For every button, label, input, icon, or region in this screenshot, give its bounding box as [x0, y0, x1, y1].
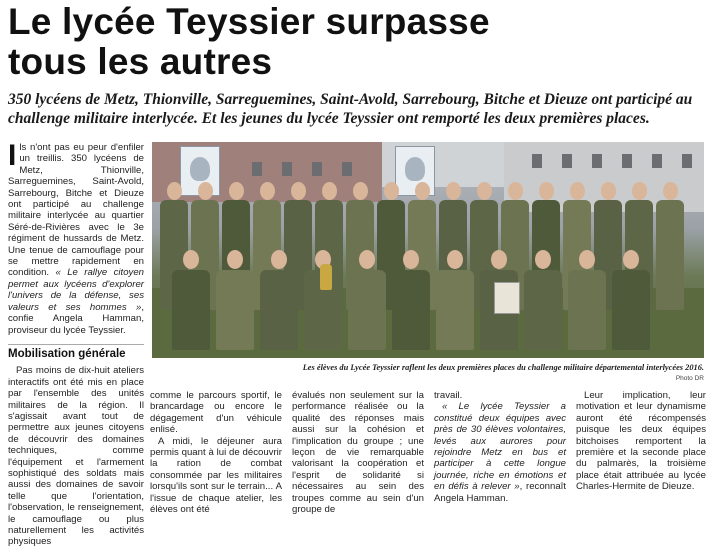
intro-quote: « Le rallye citoyen permet aux lycéens d'explorer l'univers de la défense, ses valeurs et ses hommes » [8, 267, 144, 313]
photo-student-head [384, 182, 399, 200]
column-left [8, 139, 144, 548]
photo-student-head [601, 182, 616, 200]
paragraph-intro [8, 139, 144, 336]
col4-end: , reconnaît Angela Hamman. [434, 481, 567, 504]
photo-student-head [353, 182, 368, 200]
photo-student-head [508, 182, 523, 200]
photo-student-head [579, 250, 595, 269]
photo-window [562, 154, 572, 168]
column-2 [150, 390, 282, 515]
photo-student-head [183, 250, 199, 269]
column-3 [292, 390, 424, 515]
photo-student [568, 270, 606, 350]
intro-text: ls n'ont pas eu peur d'enfiler un treillis. 350 lycéens de Metz, Thionville, Sarreguemines, Saint-Avold, Sarrebourg, Bitche et Dieuze ont participé au challenge militaire interlycée au quartier Séré-de-Rivières avec le 3e régiment de hussards de Metz. Une tenue de camouflage pour se mettre rapidement en condition. [8, 142, 144, 279]
col3-text: évalués non seulement sur la performance réalisée ou la qualité des réponses mais aussi sur la cohésion et l'implication du groupe ; une leçon de vie remarquable valorisant la coopération et l'esprit de solidarité si nécessaires au sein des troupes comme au sein d'un groupe de [292, 390, 424, 516]
photo-window [312, 162, 322, 176]
subhead: Mobilisation générale [8, 344, 144, 360]
photo-window [342, 162, 352, 176]
photo-window [252, 162, 262, 176]
column-5 [576, 390, 706, 493]
photo-student [260, 270, 298, 350]
photo-window [532, 154, 542, 168]
photo-student-head [663, 182, 678, 200]
article-photo [152, 142, 704, 358]
photo-credit: Photo DR [675, 375, 704, 382]
photo-student [172, 270, 210, 350]
photo-caption: Les élèves du Lycée Teyssier raflent les deux premières places du challenge militaire départemental interlycées 2016. [302, 363, 704, 372]
photo-student-head [535, 250, 551, 269]
certificate-icon [494, 282, 520, 314]
intro-end: , confie Angela Hamman, proviseur du lycée Teyssier. [8, 301, 144, 336]
lede: 350 lycéens de Metz, Thionville, Sarreguemines, Saint-Avold, Sarrebourg, Bitche et Dieuze ont participé au challenge militaire interlycée. Et les jeunes du lycée Teyssier ont remporté les deux premières places. [8, 91, 693, 127]
photo-student [216, 270, 254, 350]
headline-line-1: Le lycée Teyssier surpasse [8, 1, 490, 42]
photo-student-head [403, 250, 419, 269]
photo-window [682, 154, 692, 168]
photo-student-head [446, 182, 461, 200]
photo-student [392, 270, 430, 350]
headline [8, 2, 708, 82]
photo-student-head [623, 250, 639, 269]
photo-student-head [570, 182, 585, 200]
trophy-icon [320, 264, 332, 290]
photo-student-head [632, 182, 647, 200]
photo-student [436, 270, 474, 350]
photo-student-head [415, 182, 430, 200]
col4-quote-wrap [434, 401, 566, 504]
photo-window [592, 154, 602, 168]
col4-quote: « Le lycée Teyssier a constitué deux équipes avec près de 30 élèves volontaires, levés aux aurores pour rejoindre Metz en bus et participer à cette longue journée, riche en émotions et en défis à relever » [434, 401, 566, 493]
col4-text-a: travail. [434, 390, 463, 401]
dropcap: I [8, 139, 17, 172]
photo-student-head [227, 250, 243, 269]
photo-student-head [491, 250, 507, 269]
photo-student-head [260, 182, 275, 200]
photo-student-head [229, 182, 244, 200]
photo-student-head [359, 250, 375, 269]
photo-student-head [322, 182, 337, 200]
column-4 [434, 390, 566, 504]
paragraph-mobilisation [8, 365, 144, 548]
col5-text: Leur implication, leur motivation et leur dynamisme auront été récompensés puisque les deux équipes bitchoises remportent la première et la seconde place du palmarès, la troisième place était attribuée au lycée Charles-Hermite de Dieuze. [576, 390, 706, 493]
photo-student-head [271, 250, 287, 269]
photo-student-head [447, 250, 463, 269]
photo-student-head [539, 182, 554, 200]
photo-window [622, 154, 632, 168]
photo-student-head [477, 182, 492, 200]
photo-student [348, 270, 386, 350]
photo-window [282, 162, 292, 176]
col2-text-b: A midi, le déjeuner aura permis quant à lui de découvrir la ration de combat consommée par les militaires lorsqu'ils sont sur le terrain... A l'issue de chaque atelier, les élèves ont été [150, 435, 282, 516]
photo-student [612, 270, 650, 350]
photo-student [656, 200, 684, 310]
photo-student [524, 270, 562, 350]
mobilisation-text: Pas moins de dix-huit ateliers interactifs ont été mis en place par l'ensemble des unités militaires de la région. Il s'agissait avant tout de permettre aux jeunes citoyens de découvrir des domaines techniques, comme l'équipement et l'armement sophistiqué des soldats mais aussi des domaines de savoir telle que l'orientation, l'observation, le renseignement, le camouflage ou plus naturellement les activités physiques [8, 365, 144, 548]
photo-student-head [198, 182, 213, 200]
photo-student-head [167, 182, 182, 200]
col2-text-a: comme le parcours sportif, le brancardage ou encore le dégagement d'un véhicule enlisé. [150, 390, 282, 436]
photo-window [652, 154, 662, 168]
headline-line-2: tous les autres [8, 41, 273, 82]
photo-student-head [291, 182, 306, 200]
